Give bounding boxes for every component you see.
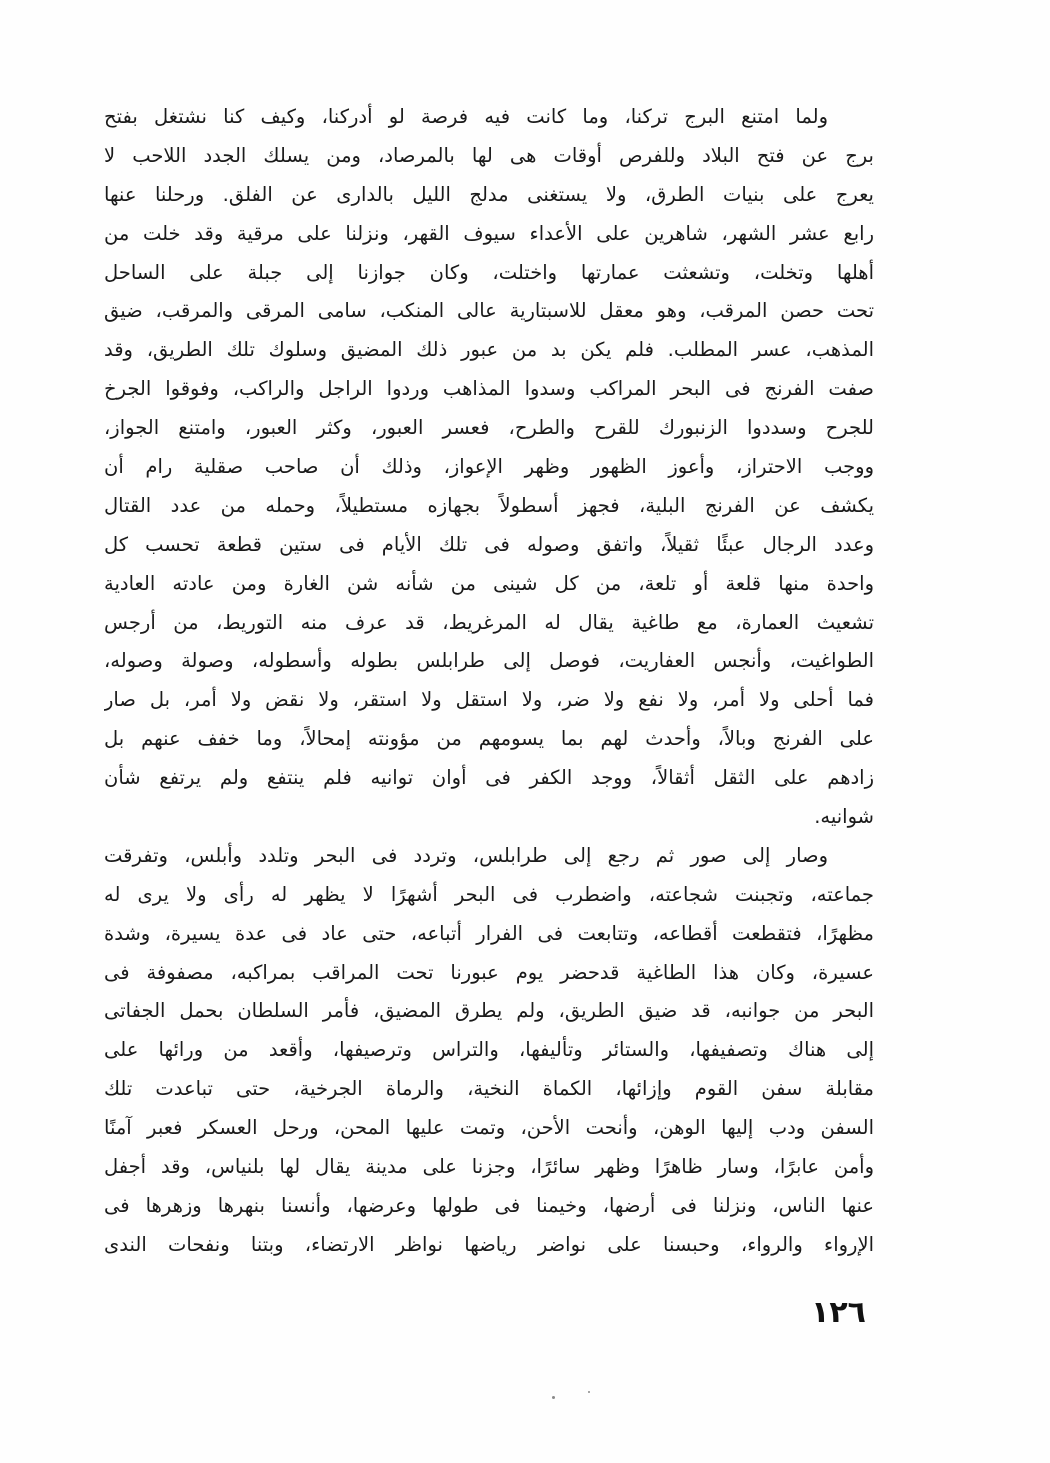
text-line: مقابلة سفن القوم وإزائها، الكماة النخية، والرماة الجرخية، حتى تباعدت تلك [104, 1077, 874, 1101]
page-number: ١٢٦ [811, 1295, 866, 1330]
text-line: الإرواء والرواء، وحبسنا على نواضر رياضها نواظر الارتضاء، وبتنا ونفحات الندى [104, 1232, 874, 1256]
text-line: عنها الناس، ونزلنا فى أرضها، وخيمنا فى طولها وعرضها، وأنسنا بنهرها وزهرها فى [104, 1193, 874, 1217]
text-line: مظهرًا، فتقطعت أقطاعه، وتتابعت فى الفرار أتباعه، حتى عاد فى عدة يسيرة، وشدة [104, 921, 874, 945]
text-line: واحدة منها قلعة أو تلعة، من كل شينى من شأنه شن الغارة ومن عادته العادية [104, 571, 874, 595]
text-line: المذهب، عسر المطلب. فلم يكن بد من عبور ذلك المضيق وسلوك تلك الطريق، وقد [104, 338, 874, 362]
text-line: برج عن فتح البلاد وللفرص أوقات هى لها بالمرصاد، ومن يسلك الجدد اللاحب لا [104, 143, 874, 167]
text-line: السفن ودب إليها الوهن، وأنحت الأحن، وتمت عليها المحن، ورحل العسكر فعبر آمنًا [104, 1116, 874, 1140]
text-line: ووجب الاحتراز، وأعوز الظهور وظهر الإعواز، وذلك أن صاحب صقلية رام أن [104, 455, 874, 479]
scan-speck [588, 1391, 590, 1393]
text-line: شوانيه. [814, 805, 874, 829]
body-text [104, 98, 874, 1265]
text-line: البحر من جوانبه، قد ضيق الطريق، ولم يطرق المضيق، فأمر السلطان بحمل الجفاتى [104, 999, 874, 1023]
text-line: يكشف عن الفرنج البلية، فجهز أسطولاً بجهازه مستطيلاً، وحمله من عدد القتال [104, 493, 874, 517]
text-line: إلى هناك وتصفيفها، والستائر وتأليفها، والتراس وترصيفها، وأقعد من ورائها على [104, 1038, 874, 1062]
text-line: أهلها وتخلت، وتشعثت عمارتها واختلت، وكان جوازنا إلى جبلة على الساحل [104, 260, 874, 284]
text-line: فما أحلى ولا أمر، ولا نفع ولا ضر، ولا استقل ولا استقر، ولا نقض ولا أمر، بل صار [104, 688, 874, 712]
text-line: ولما امتنع البرج تركنا، وما كانت فيه فرصة لو أدركنا، وكيف كنا نشتغل بفتح [104, 105, 828, 128]
text-line: يعرج على بنيات الطرق، ولا يستغنى مدلج الليل بالدارى عن الفلق. ورحلنا عنها [104, 182, 874, 206]
text-line: وعدد الرجال عبئًا ثقيلاً، واتفق وصوله فى تلك الأيام فى ستين قطعة تحسب كل [104, 532, 874, 556]
text-line: تشعيث العمارة، مع طاغية يقال له المرغريط، قد عرف منه التوريط، من أرجس [104, 610, 874, 634]
text-line: عسيرة، وكان هذا الطاغية قدحضر يوم عبورنا تحت المراقب بمراكبه، مصفوفة فى [104, 960, 874, 984]
text-line: وصار إلى صور ثم رجع إلى طرابلس، وتردد فى البحر وتلدد وأبلس، وتفرقت [104, 843, 828, 867]
paragraph-2 [104, 837, 874, 1265]
text-line: وأمن عابرًا، وسار ظاهرًا وظهر سائرًا، وجزنا على مدينة يقال لها بلنياس، وقد أجفل [104, 1155, 874, 1179]
text-line: الطواغيت، وأنجس العفاريت، فوصل إلى طرابلس بطوله وأسطوله، وصولة وصوله، [104, 649, 874, 673]
text-line: على الفرنج وبالاً، وأحدث لهم بما يسومهم من مؤونته إمحالاً، وما خفف عنهم بل [104, 727, 874, 751]
text-line: صفت الفرنج فى البحر المراكب وسدوا المذاهب وردوا الراجل والراكب، وفوقوا الجرخ [104, 377, 874, 401]
paragraph-1 [104, 98, 874, 837]
scan-speck [552, 1396, 555, 1399]
text-line: للجرح وسددوا الزنبورك للقرح والطرح، فعسر العبور، وكثر العبور، وامتنع الجواز، [104, 416, 874, 440]
text-line: رابع عشر الشهر، شاهرين على الأعداء سيوف القهر، ونزلنا على مرقية وقد خلت من [104, 221, 874, 245]
text-line: تحت حصن المرقب، وهو معقل للاسبتارية عالى المنكب، سامى المرقى والمرقب، ضيق [104, 299, 874, 323]
text-line: جماعته، وتجبنت شجاعته، واضطرب فى البحر أشهرًا لا يظهر له رأى ولا يرى له [104, 882, 874, 906]
text-line: زادهم على الثقل أثقالاً، ووجد الكفر فى أوان توانيه فلم ينتفع ولم يرتفع شأن [104, 766, 874, 790]
